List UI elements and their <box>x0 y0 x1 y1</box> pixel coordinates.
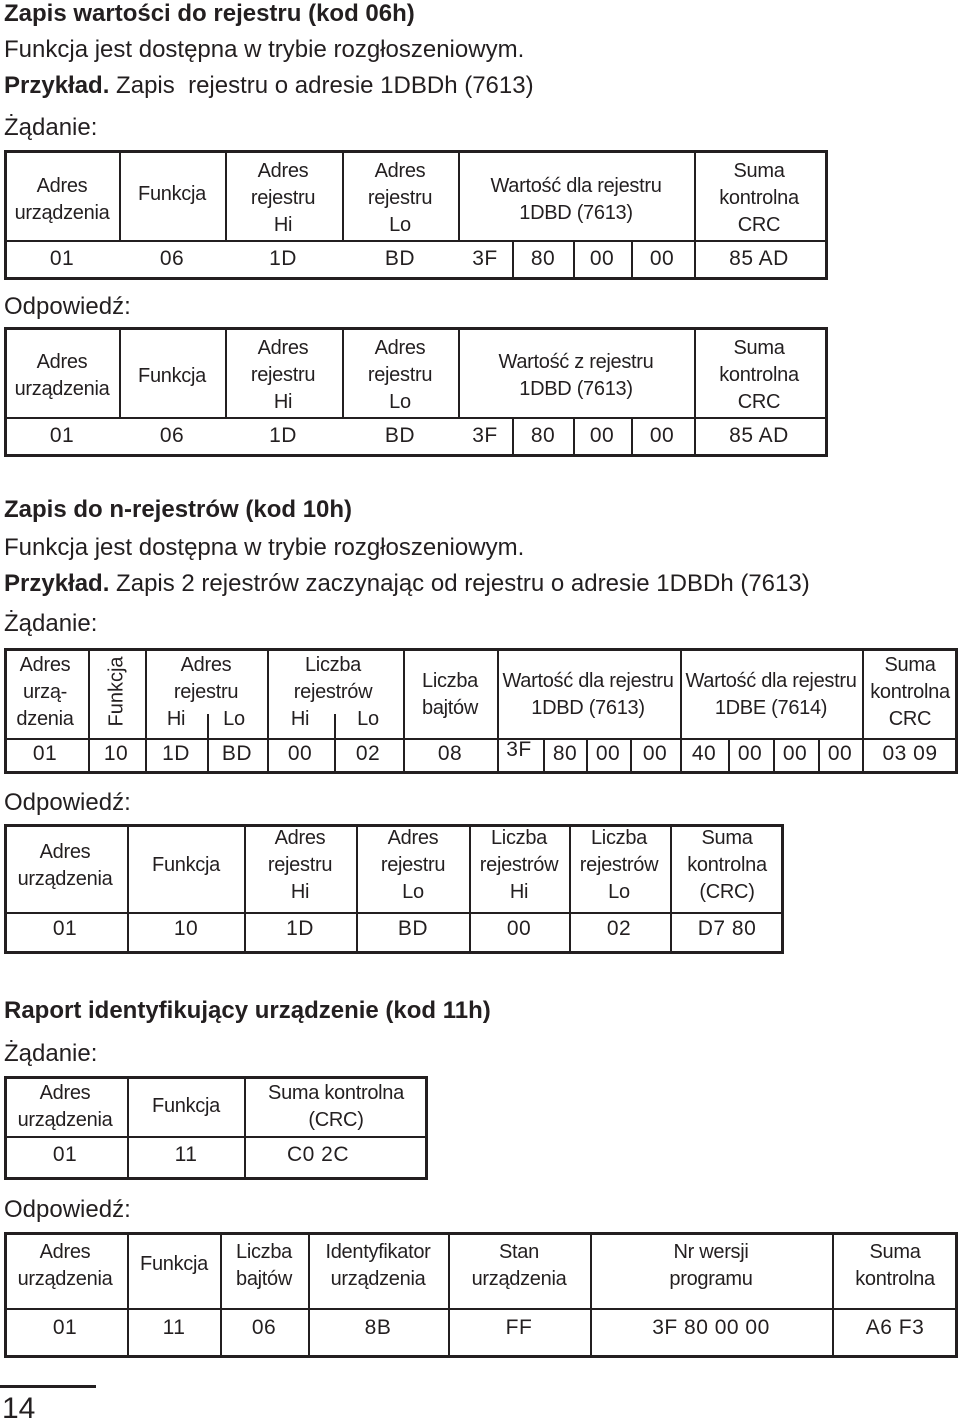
example-label: Przykład. <box>4 72 110 99</box>
value-cell: 11 <box>162 1316 186 1339</box>
header-register-address: Adres rejestru <box>173 654 239 703</box>
header-count-hi: Liczba rejestrów Hi <box>479 827 559 903</box>
value-cell: 80 <box>530 247 556 270</box>
value-cell: D7 80 <box>697 917 757 940</box>
value-cell: 11 <box>174 1143 198 1166</box>
value-cell: 10 <box>103 742 129 765</box>
request-label: Żądanie: <box>4 610 98 637</box>
value-cell: 00 <box>649 247 675 270</box>
header-register-lo: Lo <box>223 708 245 730</box>
value-cell: 00 <box>506 917 532 940</box>
section-title-write-register: Zapis wartości do rejestru (kod 06h) <box>4 0 415 27</box>
value-cell: C0 2C <box>286 1143 350 1166</box>
request-label: Żądanie: <box>4 114 98 141</box>
value-cell: 06 <box>251 1316 277 1339</box>
header-checksum: Suma kontrolna <box>855 1241 935 1290</box>
response-label: Odpowiedź: <box>4 1196 131 1223</box>
value-cell: 1D <box>269 247 297 270</box>
header-register-hi: Adres rejestru Hi <box>267 827 333 903</box>
example-line <box>4 72 534 100</box>
header-device-address: Adres urządzenia <box>17 841 113 890</box>
example-text: Zapis rejestru o adresie 1DBDh (7613) <box>109 72 534 99</box>
header-crc: Suma kontrolna (CRC) <box>687 827 767 903</box>
value-cell: 01 <box>52 1316 78 1339</box>
value-cell: 06 <box>159 424 185 447</box>
value-cell: 00 <box>642 742 668 765</box>
request-label: Żądanie: <box>4 1040 98 1067</box>
value-cell: A6 F3 <box>865 1316 925 1339</box>
value-cell: FF <box>505 1316 533 1339</box>
section-title-device-report: Raport identyfikujący urządzenie (kod 11h) <box>4 997 491 1024</box>
header-device-address: Adres urządzenia <box>14 175 110 224</box>
broadcast-note: Funkcja jest dostępna w trybie rozgłoszeniowym. <box>4 36 525 63</box>
response-label: Odpowiedź: <box>4 293 131 320</box>
value-cell: 00 <box>589 247 615 270</box>
header-device-address: Adres urzą- dzenia <box>16 654 74 730</box>
header-crc: Suma kontrolna (CRC) <box>268 1082 404 1131</box>
value-cell: 01 <box>49 424 75 447</box>
header-crc: Suma kontrolna CRC <box>719 337 799 413</box>
example-text: Zapis 2 rejestrów zaczynając od rejestru o adresie 1DBDh (7613) <box>109 570 810 597</box>
value-cell: 01 <box>52 917 78 940</box>
value-cell: 06 <box>159 247 185 270</box>
header-register-value: Wartość dla rejestru 1DBD (7613) <box>490 175 662 224</box>
page-number: 14 <box>2 1392 36 1425</box>
value-cell: 10 <box>173 917 199 940</box>
header-count-hi: Hi <box>290 708 310 730</box>
example-label: Przykład. <box>4 570 110 597</box>
example-line <box>4 570 810 598</box>
value-cell: BD <box>221 742 253 765</box>
value-cell: 00 <box>827 742 853 765</box>
value-cell: 00 <box>782 742 808 765</box>
value-cell: 01 <box>49 247 75 270</box>
value-cell: 01 <box>52 1143 78 1166</box>
value-cell: 3F <box>472 247 498 270</box>
header-register-lo: Adres rejestru Lo <box>380 827 446 903</box>
value-cell: 01 <box>32 742 58 765</box>
value-cell: 08 <box>437 742 463 765</box>
value-cell: 8B <box>364 1316 392 1339</box>
header-register-hi: Adres rejestru Hi <box>250 160 316 236</box>
broadcast-note: Funkcja jest dostępna w trybie rozgłoszeniowym. <box>4 534 525 561</box>
value-cell: 00 <box>649 424 675 447</box>
value-cell: 3F <box>472 424 498 447</box>
header-function: Funkcja <box>152 854 220 876</box>
header-value-1dbe: Wartość dla rejestru 1DBE (7614) <box>685 670 857 719</box>
header-function: Funkcja <box>138 365 206 387</box>
header-register-value: Wartość z rejestru 1DBD (7613) <box>498 351 654 400</box>
header-function: Funkcja <box>138 183 206 205</box>
value-cell: 00 <box>737 742 763 765</box>
value-cell: 02 <box>606 917 632 940</box>
header-device-address: Adres urządzenia <box>14 351 110 400</box>
header-program-version: Nr wersji programu <box>669 1241 753 1290</box>
header-register-lo: Adres rejestru Lo <box>367 337 433 413</box>
header-function: Funkcja <box>152 1095 220 1117</box>
value-cell: BD <box>397 917 429 940</box>
header-function: Funkcja <box>105 656 128 727</box>
header-count-lo: Liczba rejestrów Lo <box>579 827 659 903</box>
value-cell: 02 <box>355 742 381 765</box>
header-register-count: Liczba rejestrów <box>293 654 373 703</box>
header-device-address: Adres urządzenia <box>17 1082 113 1131</box>
value-cell: 1D <box>269 424 297 447</box>
value-cell: 3F <box>506 738 532 761</box>
header-byte-count: Liczba bajtów <box>421 670 479 719</box>
value-cell: 80 <box>530 424 556 447</box>
response-label: Odpowiedź: <box>4 789 131 816</box>
header-register-lo: Adres rejestru Lo <box>367 160 433 236</box>
header-device-address: Adres urządzenia <box>17 1241 113 1290</box>
header-crc: Suma kontrolna CRC <box>719 160 799 236</box>
header-count-lo: Lo <box>357 708 379 730</box>
value-cell: 1D <box>162 742 190 765</box>
header-value-1dbd: Wartość dla rejestru 1DBD (7613) <box>502 670 674 719</box>
header-byte-count: Liczba bajtów <box>235 1241 293 1290</box>
value-cell: BD <box>384 247 416 270</box>
value-cell: 85 AD <box>729 247 789 270</box>
header-register-hi: Adres rejestru Hi <box>250 337 316 413</box>
header-crc: Suma kontrolna CRC <box>870 654 950 730</box>
value-cell: BD <box>384 424 416 447</box>
value-cell: 85 AD <box>729 424 789 447</box>
header-device-identifier: Identyfikator urządzenia <box>325 1241 431 1290</box>
header-device-status: Stan urządzenia <box>471 1241 567 1290</box>
value-cell: 00 <box>287 742 313 765</box>
header-register-hi: Hi <box>166 708 186 730</box>
section-title-write-multiple: Zapis do n-rejestrów (kod 10h) <box>4 496 353 523</box>
page-number-rule <box>0 1385 96 1388</box>
value-cell: 40 <box>691 742 717 765</box>
value-cell: 3F 80 00 00 <box>652 1316 770 1339</box>
value-cell: 00 <box>595 742 621 765</box>
header-function: Funkcja <box>140 1253 208 1275</box>
value-cell: 1D <box>286 917 314 940</box>
value-cell: 80 <box>552 742 578 765</box>
value-cell: 00 <box>589 424 615 447</box>
value-cell: 03 09 <box>882 742 938 765</box>
